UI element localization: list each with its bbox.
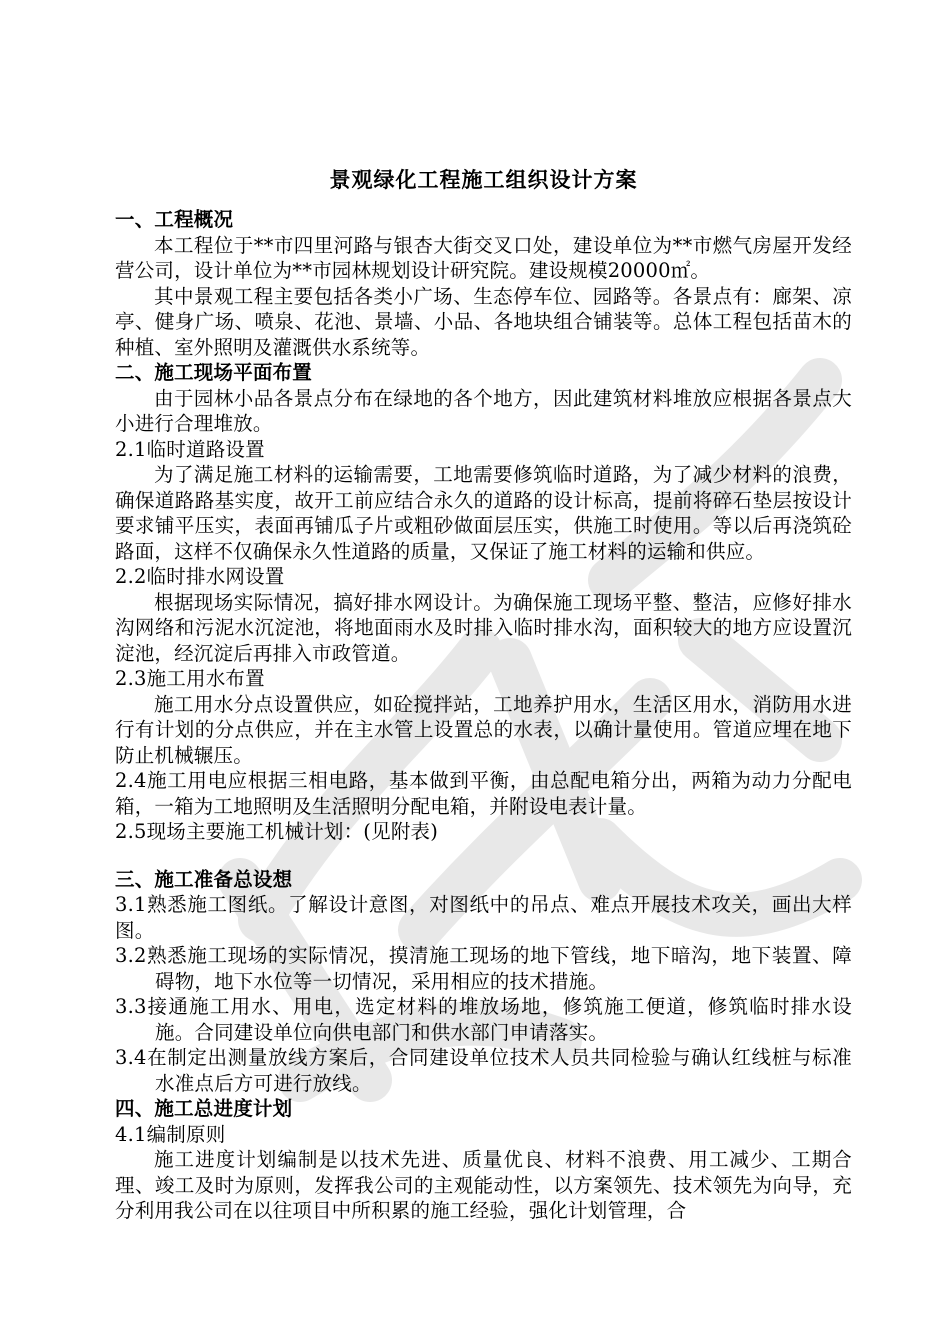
- list-item: 2.5现场主要施工机械计划：(见附表): [115, 820, 439, 843]
- document-title: 景观绿化工程施工组织设计方案: [329, 167, 638, 192]
- paragraph: 为了满足施工材料的运输需要，工地需要修筑临时道路，为了减少材料的浪费，确保道路路基实度，故开工前应结合永久的道路的设计标高，提前将碎石垫层按设计要求铺平压实，表面再铺瓜子片或粗砂做面层压实，供施工时使用。等以后再浇筑砼路面，这样不仅确保永久性道路的质量，又保证了施工材料的运输和供应。: [115, 463, 852, 563]
- paragraph: 由于园林小品各景点分布在绿地的各个地方，因此建筑材料堆放应根据各景点大小进行合理堆放。: [115, 386, 852, 435]
- section-heading-schedule: 四、施工总进度计划: [115, 1097, 293, 1120]
- subsection-title: 2.3施工用水布置: [115, 667, 265, 690]
- subsection-title: 2.1临时道路设置: [115, 437, 265, 461]
- section-heading-site-layout: 二、施工现场平面布置: [115, 361, 313, 384]
- section-heading-preparation: 三、施工准备总设想: [115, 867, 293, 891]
- paragraph: 根据现场实际情况，搞好排水网设计。为确保施工现场平整、整洁，应修好排水沟网络和污泥水沉淀池，将地面雨水及时排入临时排水沟，面积较大的地方应设置沉淀池，经沉淀后再排入市政管道。: [115, 590, 852, 665]
- paragraph: 其中景观工程主要包括各类小广场、生态停车位、园路等。各景点有：廊架、凉亭、健身广场、喷泉、花池、景墙、小品、各地块组合铺装等。总体工程包括苗木的种植、室外照明及灌溉供水系统等。: [115, 284, 852, 359]
- subsection-title: 2.2临时排水网设置: [115, 565, 285, 588]
- list-item: 3.2熟悉施工现场的实际情况，摸清施工现场的地下管线，地下暗沟，地下装置、障碍物，地下水位等一切情况，采用相应的技术措施。: [115, 944, 852, 993]
- paragraph: 本工程位于**市四里河路与银杏大街交叉口处，建设单位为**市燃气房屋开发经营公司，设计单位为**市园林规划设计研究院。建设规模20000㎡。: [115, 233, 852, 282]
- list-item: 2.4施工用电应根据三相电路，基本做到平衡，由总配电箱分出，两箱为动力分配电箱，一箱为工地照明及生活照明分配电箱，并附设电表计量。: [115, 769, 852, 818]
- list-item: 3.4在制定出测量放线方案后，合同建设单位技术人员共同检验与确认红线桩与标准水准点后方可进行放线。: [115, 1046, 852, 1095]
- list-item: 3.1熟悉施工图纸。了解设计意图，对图纸中的吊点、难点开展技术攻关，画出大样图。: [115, 893, 852, 942]
- list-item: 3.3接通施工用水、用电，选定材料的堆放场地，修筑施工便道，修筑临时排水设施。合同建设单位向供电部门和供水部门申请落实。: [115, 995, 852, 1044]
- subsection-title: 4.1编制原则: [115, 1122, 226, 1146]
- spacer: [115, 845, 852, 867]
- document-body: [115, 165, 852, 1224]
- section-heading-overview: 一、工程概况: [115, 208, 234, 231]
- paragraph: 施工进度计划编制是以技术先进、质量优良、材料不浪费、用工减少、工期合理、竣工及时为原则，发挥我公司的主观能动性，以方案领先、技术领先为向导，充分利用我公司在以往项目中所积累的施工经验，强化计划管理，合: [115, 1148, 852, 1222]
- paragraph: 施工用水分点设置供应，如砼搅拌站，工地养护用水，生活区用水，消防用水进行有计划的分点供应，并在主水管上设置总的水表，以确计量使用。管道应埋在地下防止机械辗压。: [115, 692, 852, 767]
